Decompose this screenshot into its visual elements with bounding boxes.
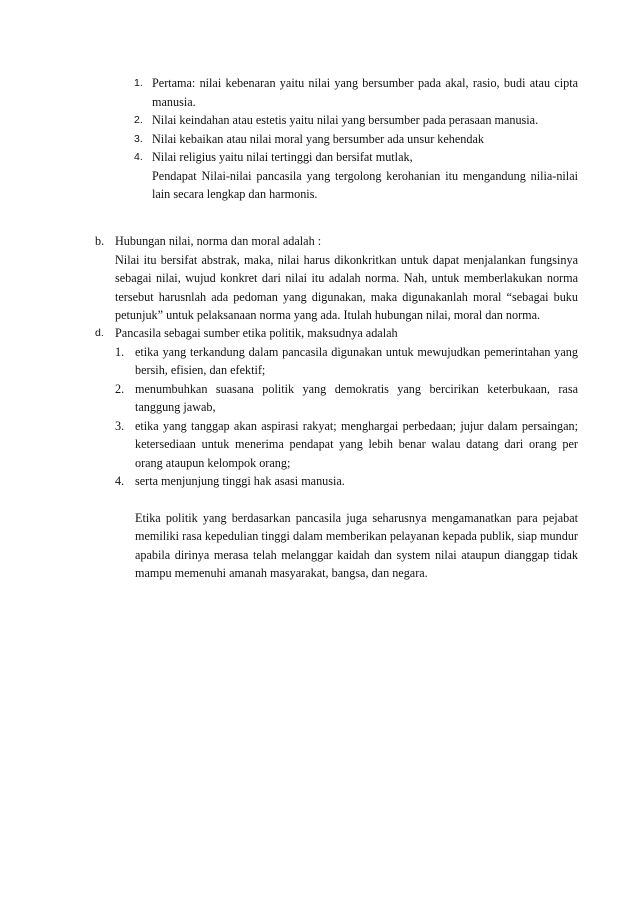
list-item-text: etika yang tanggap akan aspirasi rakyat; menghargai perbedaan; jujur dalam persaingan; ketersediaan untuk menerima pendapat yang lebih benar walau datang dari orang per orang ataupun kelompok orang; bbox=[135, 418, 578, 470]
list-item bbox=[134, 111, 578, 130]
list-marker: 3. bbox=[115, 418, 125, 433]
list-marker: 3. bbox=[134, 132, 143, 145]
list-marker: 4. bbox=[115, 474, 125, 488]
list-item-text: serta menjunjung tinggi hak asasi manusia. bbox=[135, 474, 345, 488]
list-marker: 2. bbox=[115, 381, 125, 396]
list-marker: 1. bbox=[134, 77, 143, 89]
list-marker: 4. bbox=[134, 151, 143, 163]
section-b bbox=[95, 232, 578, 325]
section-marker: b. bbox=[95, 234, 105, 248]
list-item bbox=[134, 74, 578, 111]
list-item-text: Pertama: nilai kebenaran yaitu nilai yang bersumber pada akal, rasio, budi atau cipta manusia. bbox=[152, 76, 578, 109]
section-heading bbox=[95, 324, 578, 343]
closing-paragraph: Etika politik yang berdasarkan pancasila juga seharusnya mengamanatkan para pejabat memiliki rasa kepedulian tinggi dalam memberikan pelayanan kepada publik, siap mundur apabila dirinya merasa telah melanggar kaidah dan system nilai ataupun dianggap tidak mampu memenuhi amanah masyarakat, bangsa, dan negara. bbox=[135, 510, 578, 580]
list-item bbox=[95, 380, 578, 417]
list-item-text: Nilai kebaikan atau nilai moral yang bersumber ada unsur kehendak bbox=[152, 131, 484, 146]
spacer bbox=[95, 491, 578, 509]
list-item-text: Nilai keindahan atau estetis yaitu nilai yang bersumber pada perasaan manusia. bbox=[152, 113, 539, 127]
list-item bbox=[134, 130, 578, 149]
list-marker: 2. bbox=[134, 114, 143, 126]
top-numbered-list bbox=[134, 74, 578, 204]
list-marker: 1. bbox=[115, 344, 125, 359]
list-item bbox=[134, 148, 578, 167]
list-item-text: menumbuhkan suasana politik yang demokratis yang bercirikan keterbukaan, rasa tanggung jawab, bbox=[135, 381, 578, 414]
section-d bbox=[95, 324, 578, 583]
section-heading-text: Hubungan nilai, norma dan moral adalah : bbox=[115, 234, 322, 248]
paragraph: Pendapat Nilai-nilai pancasila yang tergolong kerohanian itu mengandung nilia-nilai lain secara lengkap dan harmonis. bbox=[152, 168, 578, 201]
section-marker: d. bbox=[95, 327, 104, 339]
list-item bbox=[95, 472, 578, 491]
list-item bbox=[95, 343, 578, 380]
list-item bbox=[95, 417, 578, 473]
section-heading-text: Pancasila sebagai sumber etika politik, maksudnya adalah bbox=[115, 326, 398, 340]
list-item-text: etika yang terkandung dalam pancasila digunakan untuk mewujudkan pemerintahan yang bersih, efisien, dan efektif; bbox=[135, 344, 578, 377]
section-heading bbox=[95, 232, 578, 251]
paragraph: Nilai itu bersifat abstrak, maka, nilai harus dikonkritkan untuk dapat menjalankan fungsinya sebagai nilai, wujud konkret dari nilai itu adalah norma. Nah, untuk memberlakukan norma tersebut harusnlah ada pedoman yang digunakan, maka digunakanlah moral “sebagai buku petunjuk” untuk pelaksanaan norma yang ada. Itulah hubungan nilai, moral dan norma. bbox=[115, 252, 578, 322]
list-item-text: Nilai religius yaitu nilai tertinggi dan bersifat mutlak, bbox=[152, 150, 413, 164]
